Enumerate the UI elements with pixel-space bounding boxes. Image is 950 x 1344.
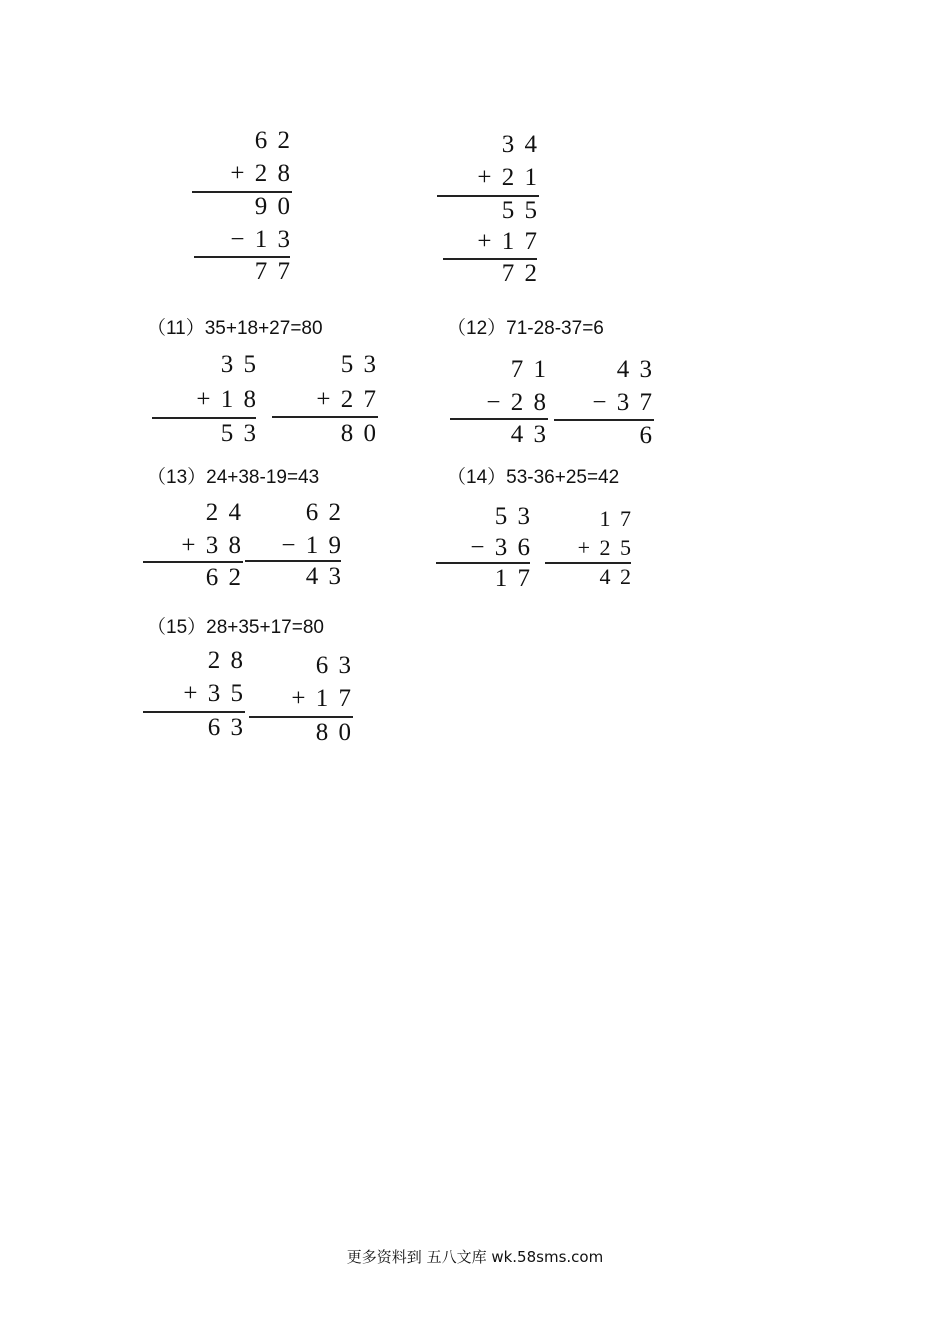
calc-step-1: [143, 500, 243, 595]
calc-row: 4 3: [616, 356, 654, 383]
calc-row: 8 0: [340, 420, 378, 447]
calc-row: − 2 8: [486, 389, 548, 416]
calc-row: − 1 3: [230, 226, 292, 253]
calc-row: 4 3: [305, 563, 343, 590]
calc-step-2: [545, 508, 633, 593]
calc-top-right: [437, 132, 539, 292]
calc-step-1: [436, 504, 532, 594]
calc-row: − 3 7: [592, 389, 654, 416]
calc-row: 9 0: [254, 193, 292, 220]
calc-row: − 3 6: [470, 534, 532, 561]
problem-label: （11）35+18+27=80: [147, 318, 323, 339]
calc-row: 5 3: [340, 351, 378, 378]
problem-label: （12）71-28-37=6: [447, 318, 604, 339]
calc-row: 7 7: [254, 258, 292, 285]
calc-rule: [152, 417, 256, 419]
calc-row: 2 4: [205, 499, 243, 526]
calc-row: 7 2: [501, 260, 539, 287]
calc-row: 3 4: [501, 131, 539, 158]
calc-row: + 1 7: [477, 228, 539, 255]
calc-rule: [143, 561, 243, 563]
problem-label: （14）53-36+25=42: [447, 467, 620, 488]
calc-row: 6: [639, 422, 654, 449]
calc-row: 6 2: [205, 564, 243, 591]
calc-row: 4 3: [510, 421, 548, 448]
calc-rule: [554, 419, 654, 421]
calc-row: 1 7: [494, 565, 532, 592]
calc-row: 5 3: [220, 420, 258, 447]
calc-rule: [450, 418, 548, 420]
calc-step-2: [245, 500, 343, 595]
calc-step-1: [152, 352, 258, 452]
calc-step-1: [143, 648, 245, 746]
calc-row: + 2 1: [477, 164, 539, 191]
calc-row: 6 2: [305, 499, 343, 526]
calc-row: 6 2: [254, 127, 292, 154]
calc-row: + 1 8: [196, 386, 258, 413]
calc-row: + 2 7: [316, 386, 378, 413]
calc-rule: [436, 562, 530, 564]
calc-row: − 1 9: [281, 532, 343, 559]
calc-row: 6 3: [207, 714, 245, 741]
calc-rule: [245, 560, 341, 562]
calc-row: 4 2: [599, 564, 633, 589]
calc-row: 7 1: [510, 356, 548, 383]
calc-row: 8 0: [315, 719, 353, 746]
calc-step-2: [554, 357, 654, 457]
calc-rule: [249, 716, 353, 718]
calc-row: 5 3: [494, 503, 532, 530]
calc-row: + 3 5: [183, 680, 245, 707]
calc-top-left: [190, 128, 292, 288]
problem-label: （15）28+35+17=80: [147, 617, 324, 638]
problem-label: （13）24+38-19=43: [147, 467, 320, 488]
calc-row: 3 5: [220, 351, 258, 378]
calc-row: + 1 7: [291, 685, 353, 712]
calc-row: 5 5: [501, 197, 539, 224]
calc-rule: [143, 711, 245, 713]
calc-row: + 2 8: [230, 160, 292, 187]
calc-row: 6 3: [315, 652, 353, 679]
calc-rule: [272, 416, 378, 418]
calc-step-2: [272, 352, 378, 452]
calc-step-2: [249, 653, 353, 751]
footer-source: 更多资料到 五八文库 wk.58sms.com: [346, 1248, 604, 1266]
calc-row: 1 7: [599, 506, 633, 531]
calc-row: 2 8: [207, 647, 245, 674]
calc-row: + 3 8: [181, 532, 243, 559]
calc-step-1: [450, 357, 548, 457]
calc-row: + 2 5: [577, 535, 633, 560]
